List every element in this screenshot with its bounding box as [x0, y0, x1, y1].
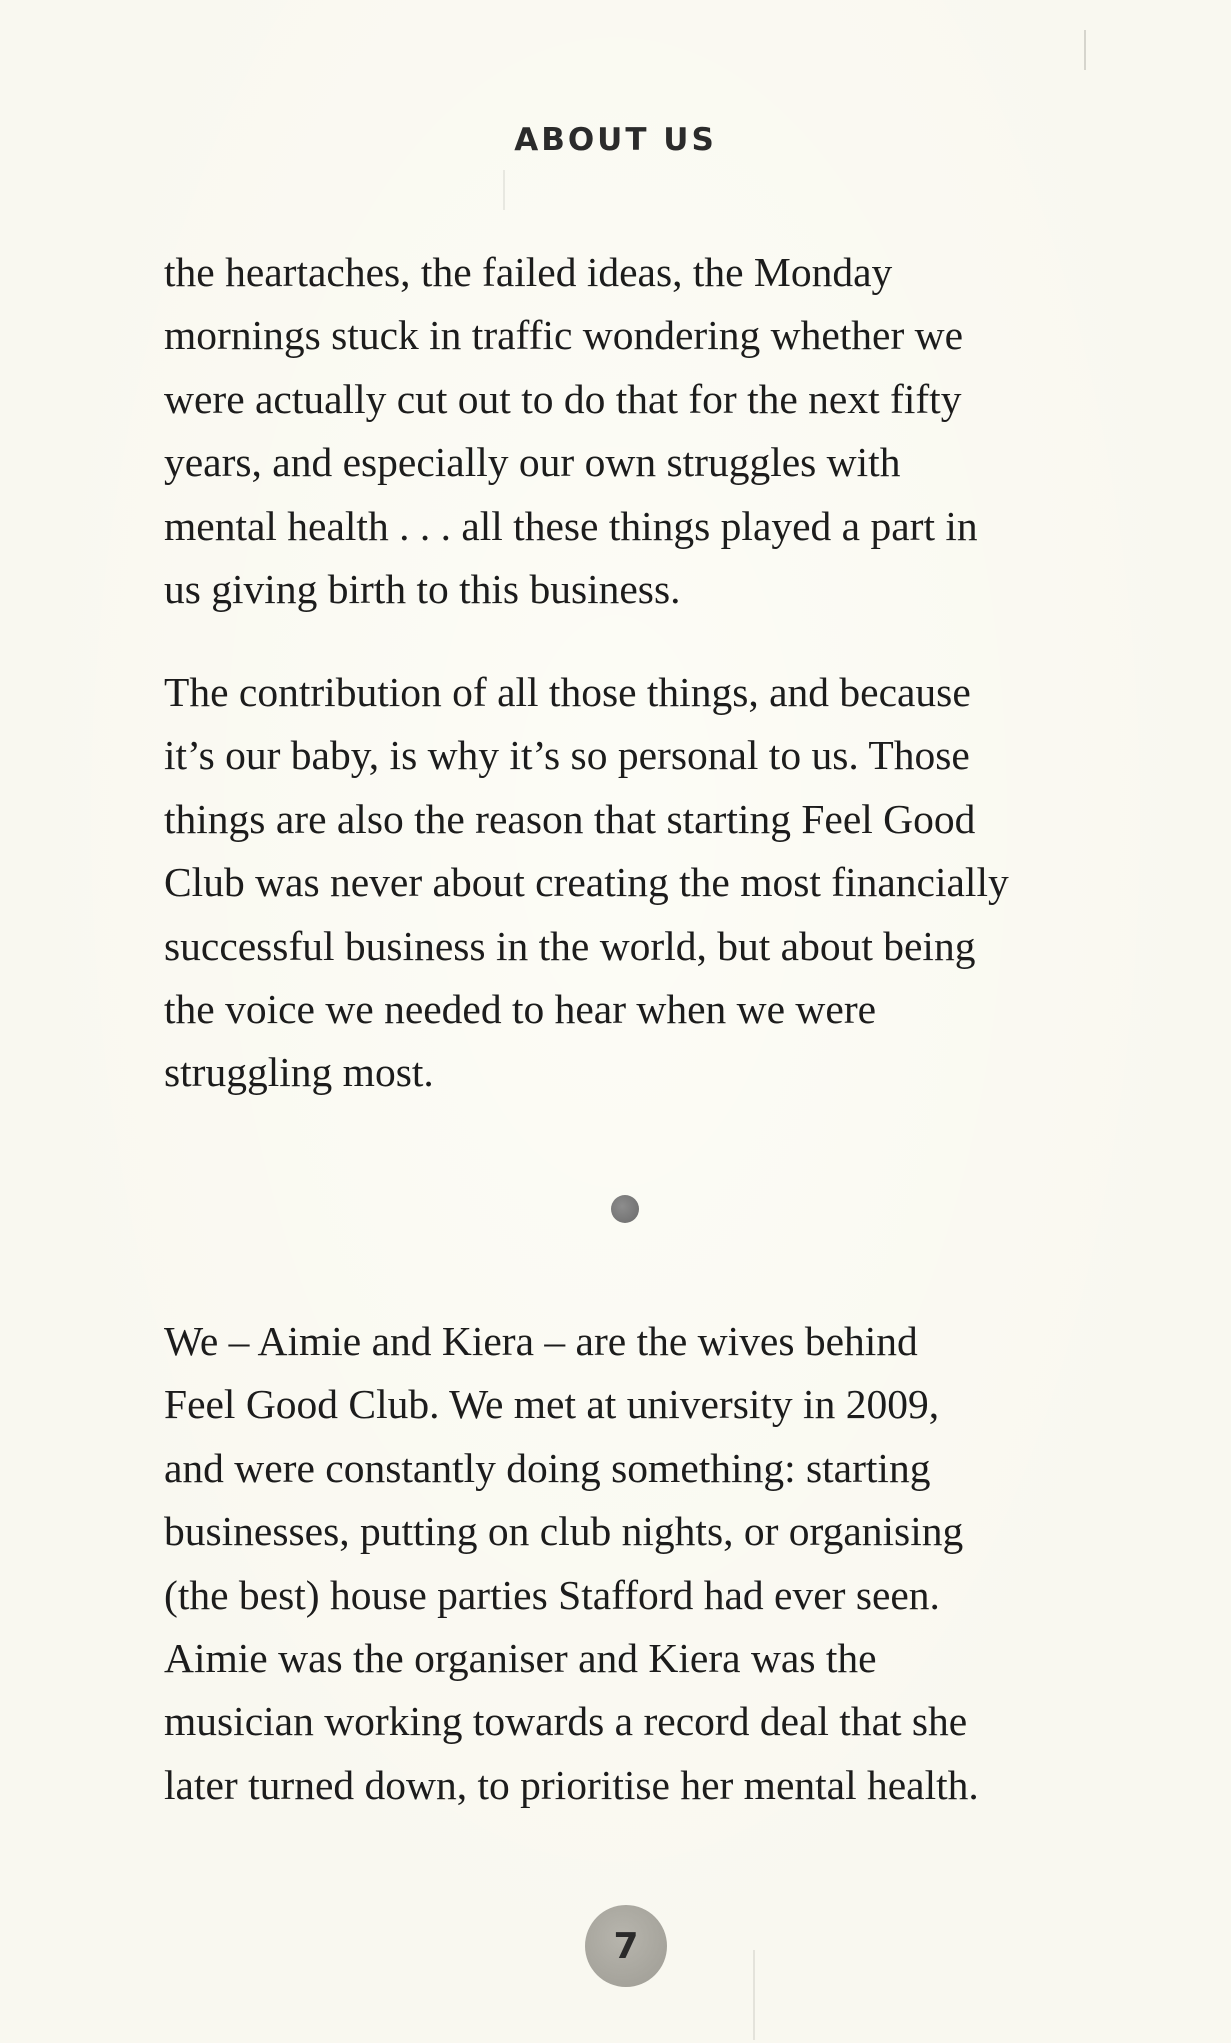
scan-artifact	[1084, 30, 1086, 70]
scan-artifact	[753, 1950, 755, 2040]
running-head: ABOUT US	[514, 122, 717, 158]
page-number: 7	[585, 1905, 667, 1987]
paragraph-3: We – Aimie and Kiera – are the wives behind Feel Good Club. We met at university in 2009, and were constantly doing something: starting businesses, putting on club nights, or organising (the best) house parties Stafford had ever seen. Aimie was the organiser and Kiera was the musician working towards a record deal that she later turned down, to prioritise her mental health.	[164, 1318, 979, 1808]
paragraph-2: The contribution of all those things, and because it’s our baby, is why it’s so personal to us. Those things are also the reason that starting Feel Good Club was never about creating the most financially successful business in the world, but about being the voice we needed to hear when we were struggling most.	[164, 669, 1009, 1096]
section-break-dot-icon	[611, 1195, 639, 1223]
paragraph-1: the heartaches, the failed ideas, the Monday mornings stuck in traffic wondering whether we were actually cut out to do that for the next fifty years, and especially our own struggles with mental health . . . all these things played a part in us giving birth to this business.	[164, 249, 978, 613]
scan-artifact	[503, 170, 505, 210]
